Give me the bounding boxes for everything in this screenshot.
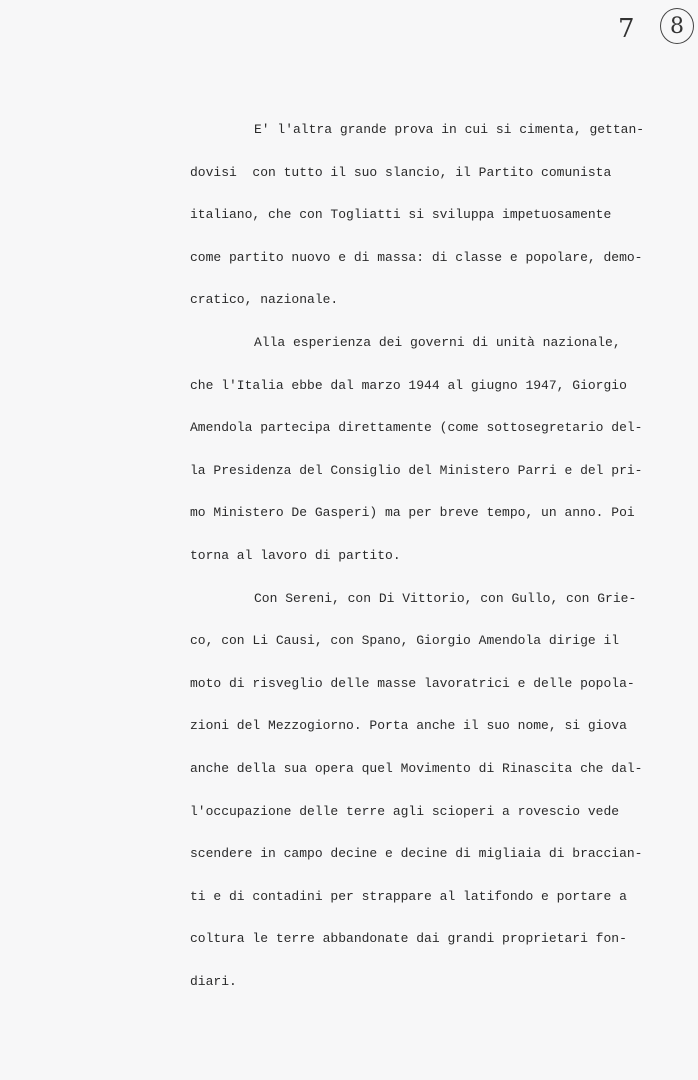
text-line: co, con Li Causi, con Spano, Giorgio Amendola dirige il	[190, 633, 620, 649]
text-line: Con Sereni, con Di Vittorio, con Gullo, con Grie-	[254, 590, 637, 606]
circled-page-number: 8	[660, 8, 694, 44]
text-line: coltura le terre abbandonate dai grandi proprietari fon-	[190, 931, 627, 947]
text-line: zioni del Mezzogiorno. Porta anche il suo nome, si giova	[190, 718, 627, 734]
text-line: torna al lavoro di partito.	[190, 547, 401, 563]
text-line: moto di risveglio delle masse lavoratrici e delle popola-	[190, 675, 635, 691]
text-line: anche della sua opera quel Movimento di Rinascita che dal-	[190, 760, 643, 776]
text-line: Amendola partecipa direttamente (come sottosegretario del-	[190, 420, 643, 436]
text-line: dovisi con tutto il suo slancio, il Partito comunista	[190, 164, 612, 180]
text-line: scendere in campo decine e decine di migliaia di braccian-	[190, 846, 643, 862]
text-line: diari.	[190, 973, 237, 989]
text-line: che l'Italia ebbe dal marzo 1944 al giugno 1947, Giorgio	[190, 377, 627, 393]
body-text	[190, 115, 645, 1009]
text-line: italiano, che con Togliatti si sviluppa impetuosamente	[190, 207, 612, 223]
text-line: Alla esperienza dei governi di unità nazionale,	[254, 334, 621, 350]
page-number: 7	[618, 14, 635, 44]
text-line: mo Ministero De Gasperi) ma per breve tempo, un anno. Poi	[190, 505, 635, 521]
text-line: l'occupazione delle terre agli scioperi a rovescio vede	[190, 803, 620, 819]
text-line: E' l'altra grande prova in cui si cimenta, gettan-	[254, 122, 645, 137]
text-line: la Presidenza del Consiglio del Ministero Parri e del pri-	[190, 462, 643, 478]
text-line: come partito nuovo e di massa: di classe e popolare, demo-	[190, 249, 643, 265]
text-line: ti e di contadini per strappare al latifondo e portare a	[190, 888, 627, 904]
text-line: cratico, nazionale.	[190, 292, 339, 308]
